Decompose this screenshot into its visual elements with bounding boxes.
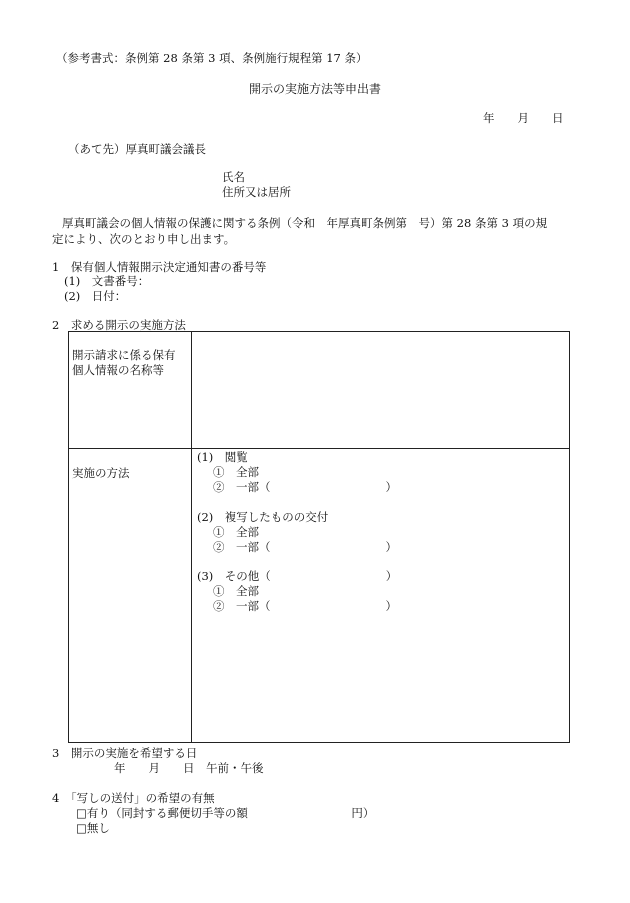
section3-heading: 3 開示の実施を希望する日 <box>52 746 198 760</box>
method-other-all[interactable]: ① 全部 <box>213 584 259 598</box>
method-label: 実施の方法 <box>72 466 130 480</box>
method-viewing-all[interactable]: ① 全部 <box>213 465 259 479</box>
date-line: 年 月 日 <box>483 111 564 125</box>
mailing-option-no[interactable]: □無し <box>76 821 110 835</box>
section2-heading: 2 求める開示の実施方法 <box>52 318 186 332</box>
method-viewing-title: (1) 閲覧 <box>197 450 248 464</box>
intro-line-2: 定により、次のとおり申し出ます。 <box>52 232 236 246</box>
table-row-divider <box>69 448 569 449</box>
address-label: 住所又は居所 <box>222 185 291 199</box>
info-name-label-line2: 個人情報の名称等 <box>72 363 164 377</box>
mailing-option-yes[interactable]: □有り（同封する郵便切手等の額 円） <box>76 806 375 820</box>
table-column-divider <box>191 332 192 742</box>
section1-heading: 1 保有個人情報開示決定通知書の番号等 <box>52 260 267 274</box>
name-label: 氏名 <box>222 170 245 184</box>
method-copy-title: (2) 複写したものの交付 <box>197 510 329 524</box>
method-copy-partial[interactable]: ② 一部（ ） <box>213 540 397 554</box>
disclosure-method-table <box>68 331 570 743</box>
preferred-date[interactable]: 年 月 日 午前・午後 <box>114 761 264 775</box>
method-copy-all[interactable]: ① 全部 <box>213 525 259 539</box>
document-title: 開示の実施方法等申出書 <box>249 82 382 96</box>
reference-note: （参考書式：条例第 28 条第 3 項、条例施行規程第 17 条） <box>56 51 368 65</box>
section4-heading: 4 「写しの送付」の希望の有無 <box>52 791 215 805</box>
intro-line-1: 厚真町議会の個人情報の保護に関する条例（令和 年厚真町条例第 号）第 28 条第 3 項の規 <box>62 216 548 230</box>
info-name-value[interactable] <box>197 350 562 440</box>
method-other-title[interactable]: (3) その他（ ） <box>197 569 398 583</box>
method-viewing-partial[interactable]: ② 一部（ ） <box>213 480 397 494</box>
addressee: （あて先）厚真町議会議長 <box>68 142 206 156</box>
method-other-partial[interactable]: ② 一部（ ） <box>213 599 397 613</box>
date-label: (2) 日付： <box>64 289 127 303</box>
document-number-label: (1) 文書番号： <box>64 274 150 288</box>
info-name-label-line1: 開示請求に係る保有 <box>72 348 176 362</box>
